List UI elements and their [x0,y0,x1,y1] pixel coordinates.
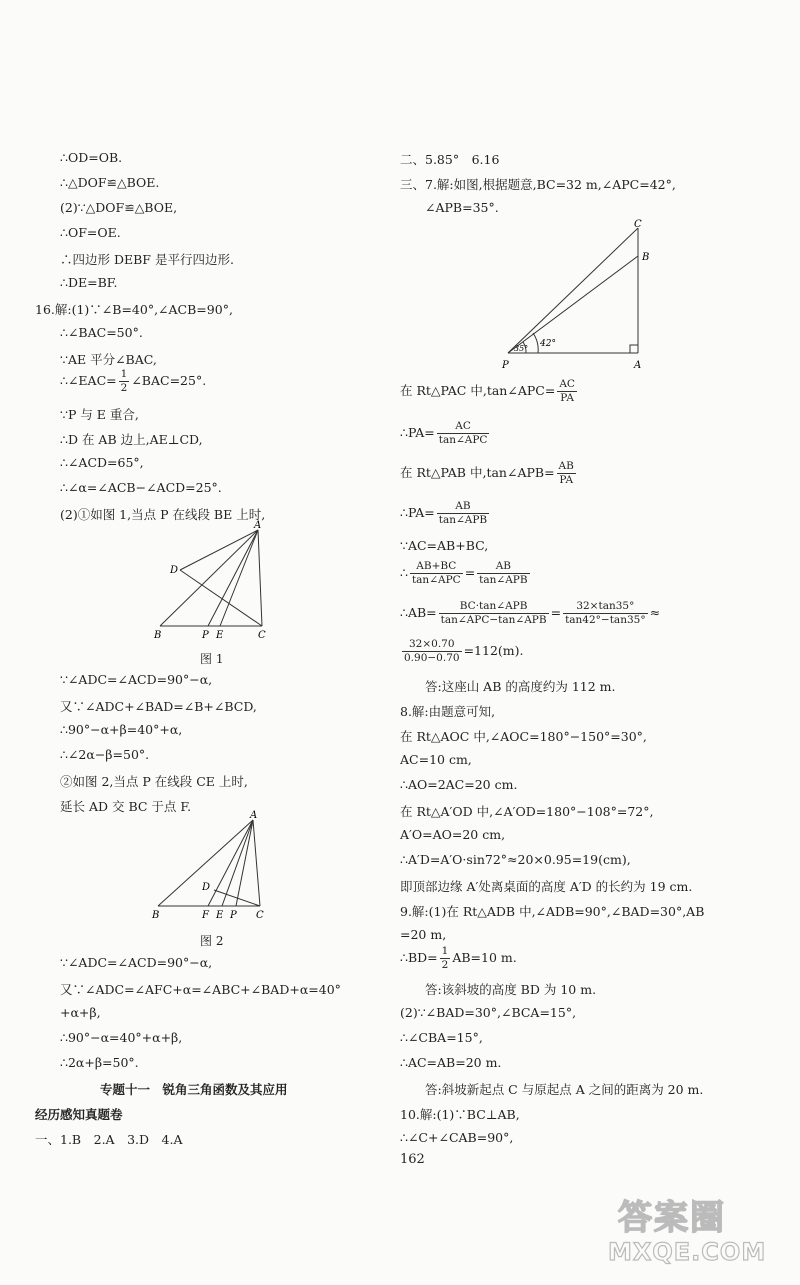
text-part: ∴AB= [400,605,437,620]
text-line: 三、7.解:如图,根据题意,BC=32 m,∠APC=42°, [400,177,676,192]
denominator: tan∠APC−tan∠APB [440,614,547,626]
fraction [437,420,490,447]
fraction-half [119,368,130,395]
text-line: ∴∠BAC=50°. [60,325,143,340]
text-line: ∵∠ADC=∠ACD=90°−α, [60,955,213,970]
numerator: 1 [120,368,128,380]
watermark-top: 答案圈 [618,1198,726,1238]
math-line [400,560,532,587]
text-line: 二、5.85° 6.16 [400,152,500,167]
numerator: AB [437,500,489,514]
line-ae [220,530,258,626]
line-af [208,820,253,906]
approx: ≈ [649,605,661,620]
text-line: ∴△DOF≌△BOE. [60,175,160,190]
text-line: ∴∠ACD=65°, [60,455,144,470]
figure-1 [150,518,280,643]
label-35: 35° [514,344,529,353]
line-ac [253,820,260,906]
label-a: A [250,810,258,821]
text-part: ∴PA= [400,425,435,440]
denominator: tan∠APB [438,514,488,526]
text-line: ∵AE 平分∠BAC, [60,352,157,367]
label-c: C [258,630,266,641]
text-part: ∴PA= [400,505,435,520]
label-42: 42° [540,339,556,349]
text-line: +α+β, [60,1005,101,1020]
fraction [557,460,576,487]
fraction [439,600,549,627]
line-dc [180,570,262,626]
text-line: ②如图 2,当点 P 在线段 CE 上时, [60,774,248,789]
fraction [402,638,462,665]
text-line: 8.解:由题意可知, [400,704,496,719]
text-line: 又∵∠ADC=∠AFC+α=∠ABC+∠BAD+α=40° [60,982,341,997]
fraction-half [440,945,451,972]
figure-1-caption: 图 1 [200,652,224,666]
numerator: 32×tan35° [563,600,648,614]
line-ad [180,530,258,570]
text-line: A′O=AO=20 cm, [400,827,506,842]
denominator: 2 [120,382,128,394]
label-b: B [642,252,650,263]
text-part: ∴BD= [400,950,438,965]
math-line [400,600,660,627]
text-line: 10.解:(1)∵BC⊥AB, [400,1107,520,1122]
fraction [410,560,463,587]
text-line: 在 Rt△A′OD 中,∠A′OD=180°−108°=72°, [400,804,654,819]
math-line [400,638,523,665]
math-line [400,945,517,972]
text-line: ∴∠C+∠CAB=90°, [400,1130,514,1145]
text-line: 一、1.B 2.A 3.D 4.A [35,1132,183,1147]
text-line: (2)∵∠BAD=30°,∠BCA=15°, [400,1005,577,1020]
label-d: D [202,882,211,893]
text-line: 即顶部边缘 A′处离桌面的高度 A′D 的长约为 19 cm. [400,879,693,894]
text-part: 在 Rt△PAB 中,tan∠APB= [400,465,555,480]
denominator: tan∠APC [411,574,461,586]
text-line: ∴AC=AB=20 m. [400,1055,502,1070]
section-heading: 专题十一 锐角三角函数及其应用 [100,1082,288,1097]
watermark [600,1190,790,1280]
numerator: 1 [441,945,449,957]
line-ae [222,820,253,906]
text-line: ∴DE=BF. [60,275,118,290]
denominator: tan42°−tan35° [565,614,646,626]
text-line: ∵∠ADC=∠ACD=90°−α, [60,672,213,687]
label-a: A [634,360,642,371]
numerator: AC [559,378,575,390]
text-line: ∵P 与 E 重合, [60,407,139,422]
text-line: 延长 AD 交 BC 于点 F. [60,799,192,814]
text-line: ∠APB=35°. [425,200,499,215]
math-line [400,378,579,405]
denominator: PA [559,474,574,486]
fraction [563,600,648,627]
math-line [400,500,491,527]
denominator: tan∠APC [438,434,488,446]
label-e: E [216,630,224,641]
numerator: AC [437,420,490,434]
text-line: AC=10 cm, [400,752,472,767]
label-c: C [256,910,264,921]
text-line: ∴2α+β=50°. [60,1055,139,1070]
text-line: ∴D 在 AB 边上,AE⊥CD, [60,432,203,447]
right-angle-mark [630,345,638,353]
figure-2-caption: 图 2 [200,934,224,948]
text-part: 在 Rt△PAC 中,tan∠APC= [400,383,556,398]
numerator: BC·tan∠APB [439,600,549,614]
numerator: AB [477,560,529,574]
subsection-heading: 经历感知真题卷 [35,1107,123,1122]
label-b: B [154,630,162,641]
denominator: 0.90−0.70 [404,652,460,664]
fraction [437,500,489,527]
line-ac [258,530,262,626]
text-part: ∴∠EAC= [60,373,117,388]
line-pc [508,228,638,353]
label-p: P [202,630,209,641]
text-line: ∴∠α=∠ACB−∠ACD=25°. [60,480,222,495]
text-line: ∴OD=OB. [60,150,123,165]
line-ap [208,530,258,626]
right-column [400,0,800,1285]
text-part: ∴ [400,565,408,580]
text-line: (2)①如图 1,当点 P 在线段 BE 上时, [60,507,266,522]
text-line: 又∵∠ADC+∠BAD=∠B+∠BCD, [60,699,257,714]
text-line: 在 Rt△AOC 中,∠AOC=180°−150°=30°, [400,729,647,744]
equals: = [550,605,562,620]
text-line: ∴90°−α=40°+α+β, [60,1030,183,1045]
denominator: PA [560,392,574,404]
label-p: P [502,360,509,371]
text-line: ∴四边形 DEBF 是平行四边形. [60,252,234,267]
text-line: 答:这座山 AB 的高度约为 112 m. [425,679,616,694]
text-line: ∴∠2α−β=50°. [60,747,150,762]
label-d: D [170,565,179,576]
text-line: (2)∵△DOF≌△BOE, [60,200,178,215]
text-line: 答:斜坡新起点 C 与原起点 A 之间的距离为 20 m. [425,1082,704,1097]
line-dc [214,890,260,906]
numerator: AB [558,460,574,472]
fraction [557,378,577,405]
figure-2 [150,808,275,923]
text-line: 答:该斜坡的高度 BD 为 10 m. [425,982,597,997]
text-line: ∴90°−α+β=40°+α, [60,722,183,737]
label-f: F [202,910,209,921]
text-part: =112(m). [463,643,524,658]
text-line: 9.解:(1)在 Rt△ADB 中,∠ADB=90°,∠BAD=30°,AB [400,904,705,919]
text-line: ∴AO=2AC=20 cm. [400,777,518,792]
label-b: B [152,910,160,921]
numerator: 32×0.70 [402,638,462,652]
text-line: ∴OF=OE. [60,225,121,240]
math-line [400,420,491,447]
figure-mountain [500,218,660,373]
label-c: C [634,219,642,230]
watermark-bottom: MXQE.COM [608,1238,767,1266]
text-part: AB=10 m. [452,950,517,965]
text-line: 16.解:(1)∵∠B=40°,∠ACB=90°, [35,302,233,317]
label-p: P [230,910,237,921]
label-e: E [216,910,224,921]
text-line: ∵AC=AB+BC, [400,538,489,553]
denominator: 2 [441,959,449,971]
denominator: tan∠APB [479,574,528,586]
text-part: ∠BAC=25°. [131,373,207,388]
text-line: ∴A′D=A′O·sin72°≈20×0.95=19(cm), [400,852,631,867]
text-line: ∴∠CBA=15°, [400,1030,483,1045]
equals: = [464,565,476,580]
eac-line [60,368,206,395]
line-ab [160,530,258,626]
math-line [400,460,578,487]
label-a: A [254,520,262,531]
numerator: AB+BC [410,560,463,574]
fraction [477,560,529,587]
text-line: =20 m, [400,927,447,942]
arc-42 [533,333,538,353]
line-pb [508,256,638,353]
page-number: 162 [400,1152,425,1167]
